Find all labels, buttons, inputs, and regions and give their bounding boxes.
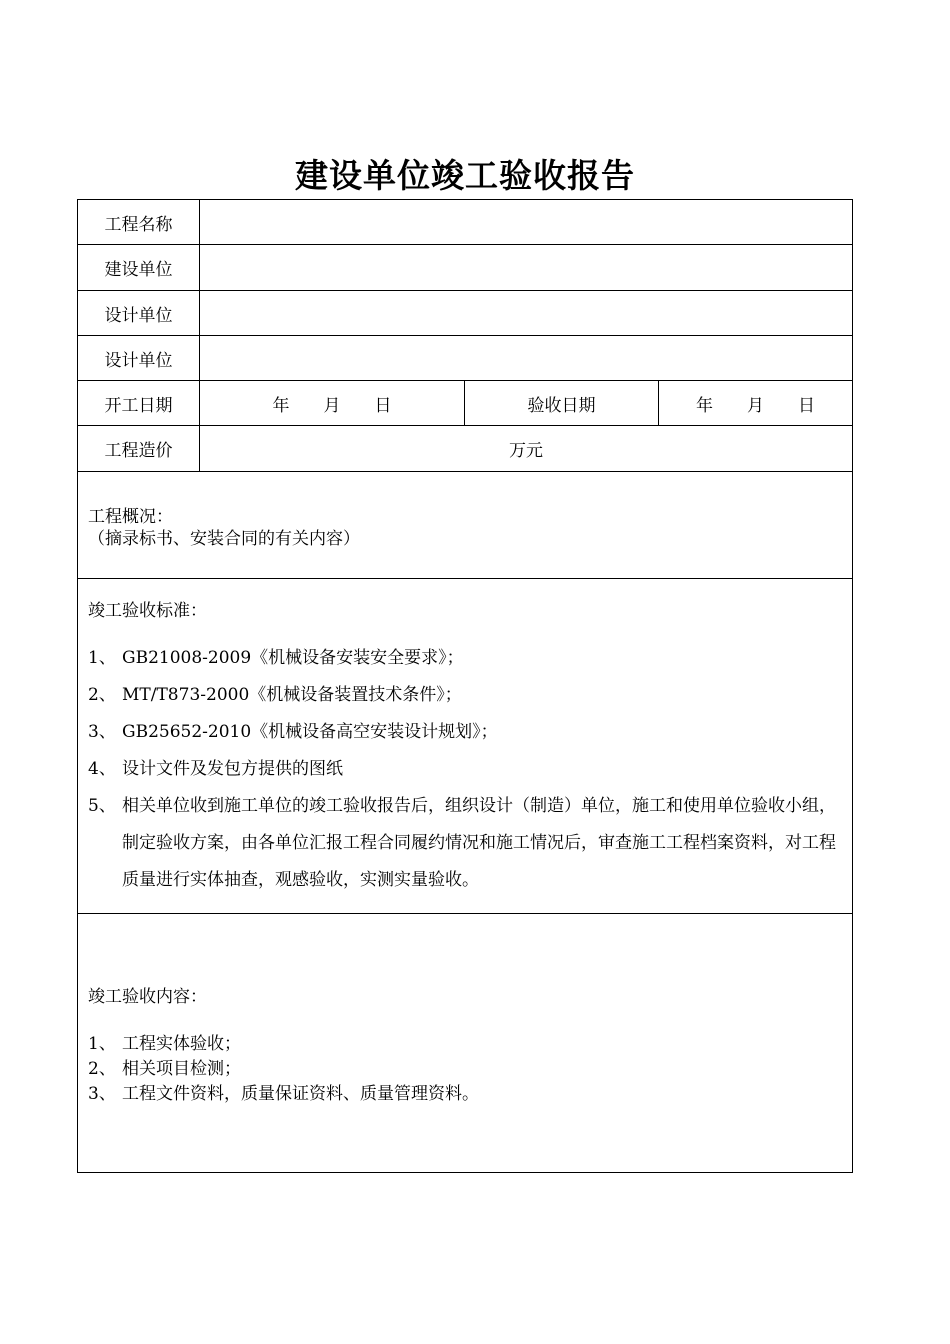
row-design-unit-1: [78, 291, 853, 336]
row-dates: [78, 381, 853, 426]
row-design-unit-2: [78, 336, 853, 381]
document-title: 建设单位竣工验收报告: [295, 156, 635, 195]
acceptance-date-day: 日: [798, 395, 815, 416]
design-unit-label: 设计单位: [78, 291, 200, 336]
acceptance-report-table: [77, 199, 853, 1173]
start-date-year: 年: [272, 395, 290, 416]
contents-list: [78, 1032, 852, 1107]
acceptance-date-month: 月: [747, 395, 764, 416]
standards-section: [78, 579, 853, 914]
item-number: 3、: [88, 721, 116, 742]
overview-heading: 工程概况：: [88, 507, 173, 527]
project-name-field[interactable]: [200, 200, 853, 245]
acceptance-date-label: 验收日期: [465, 381, 659, 426]
construction-unit-label: 建设单位: [78, 245, 200, 291]
acceptance-date-field[interactable]: [659, 381, 853, 426]
standards-list: [78, 640, 852, 899]
item-number: 2、: [88, 1058, 116, 1079]
row-cost: [78, 426, 853, 472]
item-number: 4、: [88, 758, 116, 779]
standards-heading: 竣工验收标准：: [88, 600, 207, 621]
design-unit-label-2: 设计单位: [78, 336, 200, 381]
design-unit-field-2[interactable]: [200, 336, 853, 381]
row-standards: [78, 579, 853, 914]
overview-section[interactable]: [78, 472, 853, 579]
item-number: 2、: [88, 684, 116, 705]
item-number: 5、: [88, 795, 116, 816]
item-number: 3、: [88, 1083, 116, 1104]
overview-note: （摘录标书、安装合同的有关内容）: [88, 529, 360, 549]
contents-heading: 竣工验收内容：: [88, 986, 207, 1007]
row-contents: [78, 914, 853, 1173]
acceptance-date-year: 年: [696, 395, 713, 416]
start-date-month: 月: [323, 395, 341, 416]
list-item: [88, 1082, 852, 1107]
list-item: [88, 677, 852, 714]
row-construction-unit: [78, 245, 853, 291]
row-overview: [78, 472, 853, 579]
item-text: 设计文件及发包方提供的图纸: [122, 758, 343, 779]
list-item: [88, 751, 852, 788]
item-text: MT/T873-2000《机械设备装置技术条件》；: [122, 684, 462, 705]
start-date-field[interactable]: [200, 381, 465, 426]
item-text: 工程实体验收；: [122, 1033, 241, 1054]
list-item: [88, 1032, 852, 1057]
construction-unit-field[interactable]: [200, 245, 853, 291]
contents-section: [78, 914, 853, 1173]
start-date-day: 日: [374, 395, 392, 416]
item-text: 相关项目检测；: [122, 1058, 241, 1079]
design-unit-field[interactable]: [200, 291, 853, 336]
start-date-label: 开工日期: [78, 381, 200, 426]
list-item: [88, 640, 852, 677]
cost-unit: 万元: [509, 441, 543, 461]
list-item: [88, 714, 852, 751]
row-project-name: [78, 200, 853, 245]
project-name-label: 工程名称: [78, 200, 200, 245]
item-number: 1、: [88, 647, 116, 668]
list-item: [88, 1057, 852, 1082]
cost-label: 工程造价: [78, 426, 200, 472]
item-text: 工程文件资料，质量保证资料、质量管理资料。: [122, 1083, 479, 1104]
item-text: 相关单位收到施工单位的竣工验收报告后，组织设计（制造）单位，施工和使用单位验收小组，制定验收方案，由各单位汇报工程合同履约情况和施工情况后，审查施工工程档案资料，对工程质量进行实体抽查，观感验收，实测实量验收。: [122, 795, 836, 890]
item-text: GB21008-2009《机械设备安装安全要求》；: [122, 647, 464, 668]
item-text: GB25652-2010《机械设备高空安装设计规划》；: [122, 721, 498, 742]
list-item: [88, 788, 852, 899]
cost-field[interactable]: [200, 426, 853, 472]
item-number: 1、: [88, 1033, 116, 1054]
